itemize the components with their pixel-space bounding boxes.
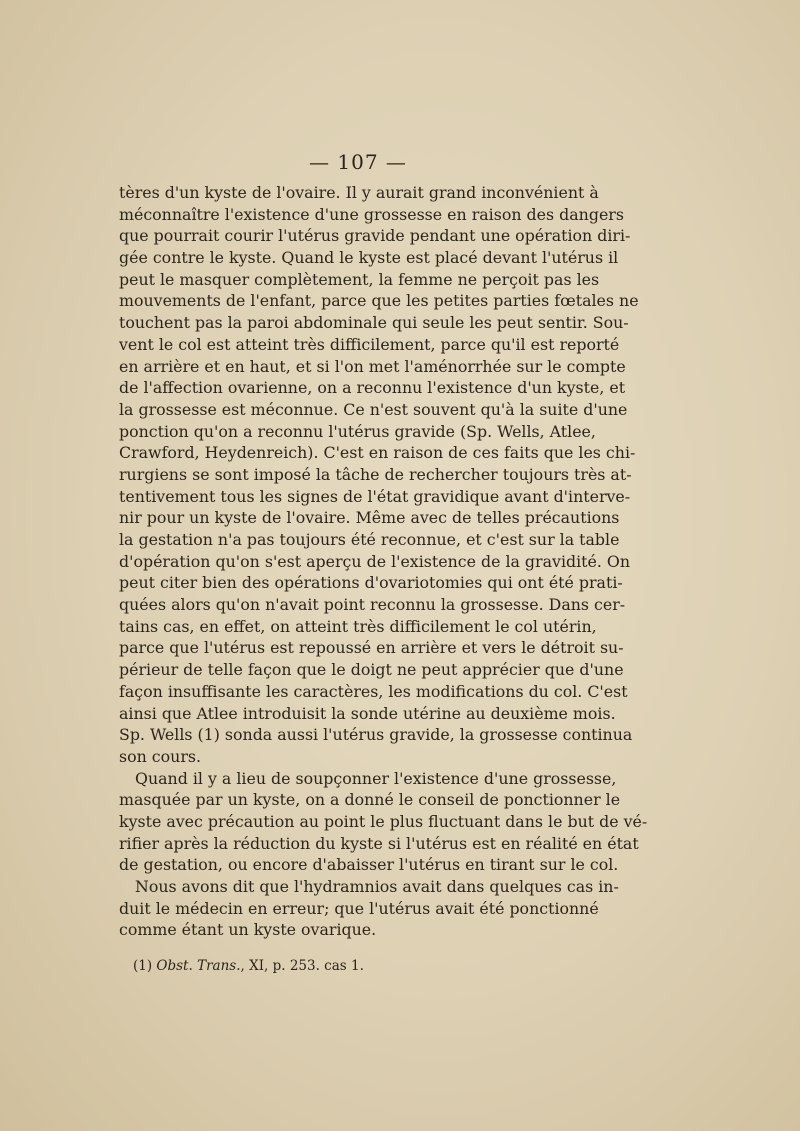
text-line: quées alors qu'on n'avait point reconnu la grossesse. Dans cer- (119, 595, 626, 615)
text-line: masquée par un kyste, on a donné le conseil de ponctionner le (119, 790, 621, 810)
text-line: vent le col est atteint très difficilement, parce qu'il est reporté (119, 334, 620, 354)
text-line: duit le médecin en erreur; que l'utérus avait été ponctionné (119, 898, 599, 918)
text-line: peut citer bien des opérations d'ovariotomies qui ont été prati- (119, 573, 623, 593)
text-line: nir pour un kyste de l'ovaire. Même avec de telles précautions (119, 508, 620, 528)
text-line: gée contre le kyste. Quand le kyste est placé devant l'utérus il (119, 248, 619, 268)
text-line: la gestation n'a pas toujours été reconnue, et c'est sur la table (119, 530, 620, 549)
text-line: la grossesse est méconnue. Ce n'est souvent qu'à la suite d'une (119, 399, 628, 419)
text-line: son cours. (119, 746, 202, 766)
text-line: rurgiens se sont imposé la tâche de rechercher toujours très at- (119, 464, 632, 484)
text-line: mouvements de l'enfant, parce que les petites parties fœtales ne (119, 291, 639, 311)
page-number: — 107 — (309, 150, 407, 174)
text-line: touchent pas la paroi abdominale qui seule les peut sentir. Sou- (119, 313, 629, 333)
text-line: comme étant un kyste ovarique. (119, 920, 377, 940)
text-line: ponction qu'on a reconnu l'utérus gravide (Sp. Wells, Atlee, (119, 421, 596, 441)
footnote-title: Obst. Trans. (156, 958, 241, 974)
text-line: que pourrait courir l'utérus gravide pendant une opération diri- (119, 226, 631, 246)
footnote-rest: , XI, p. 253. cas 1. (240, 958, 364, 974)
text-line: rifier après la réduction du kyste si l'utérus est en réalité en état (119, 833, 639, 853)
text-line: de l'affection ovarienne, on a reconnu l'existence d'un kyste, et (119, 378, 626, 398)
footnote-marker: (1) (133, 958, 153, 974)
text-line: tentivement tous les signes de l'état gravidique avant d'interve- (119, 486, 631, 506)
text-line: d'opération qu'on s'est aperçu de l'existence de la gravidité. On (119, 551, 631, 571)
text-line: parce que l'utérus est repoussé en arrière et vers le détroit su- (119, 638, 624, 658)
text-line: peut le masquer complètement, la femme ne perçoit pas les (119, 269, 600, 289)
text-line: Crawford, Heydenreich). C'est en raison de ces faits que les chi- (119, 443, 636, 463)
text-line: Nous avons dit que l'hydramnios avait dans quelques cas in- (135, 877, 619, 896)
text-line: ainsi que Atlee introduisit la sonde utérine au deuxième mois. (119, 703, 616, 723)
text-line: de gestation, ou encore d'abaisser l'utérus en tirant sur le col. (119, 855, 619, 875)
footnote (133, 958, 364, 974)
text-line: Quand il y a lieu de soupçonner l'existence d'une grossesse, (135, 768, 617, 788)
text-line: Sp. Wells (1) sonda aussi l'utérus gravide, la grossesse continua (119, 725, 633, 745)
text-line: en arrière et en haut, et si l'on met l'aménorrhée sur le compte (119, 356, 626, 376)
text-line: périeur de telle façon que le doigt ne peut apprécier que d'une (119, 660, 624, 680)
text-line: kyste avec précaution au point le plus fluctuant dans le but de vé- (119, 811, 648, 831)
body-text (119, 182, 648, 941)
text-line: tains cas, en effet, on atteint très difficilement le col utérin, (119, 616, 597, 636)
text-line: méconnaître l'existence d'une grossesse en raison des dangers (119, 204, 624, 224)
text-line: façon insuffisante les caractères, les modifications du col. C'est (119, 681, 628, 701)
text-line: tères d'un kyste de l'ovaire. Il y aurait grand inconvénient à (119, 183, 599, 202)
